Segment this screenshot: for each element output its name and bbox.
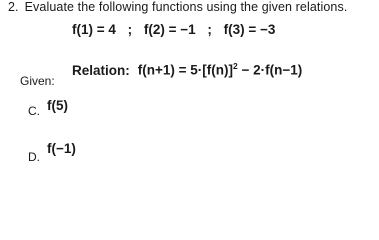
item-c-letter: C. [28,104,40,118]
given-value-1: f(1) = 4 [72,22,116,37]
given-values [72,22,275,37]
given-value-3: f(3) = −3 [223,22,276,37]
item-c-expression: f(5) [47,98,68,113]
separator: ; [207,22,212,37]
relation-rhs: − 2·f(n−1) [237,62,303,78]
question-text: Evaluate the following functions using the given relations. [24,0,348,14]
item-d-letter: D. [28,150,40,164]
separator: ; [127,22,133,37]
relation-lhs: f(n+1) = 5·[f(n)] [137,62,234,78]
relation-line [72,61,302,78]
item-d-expression: f(−1) [47,141,76,156]
question-line [8,0,347,14]
given-label: Given: [20,74,55,88]
question-number: 2. [8,0,19,14]
relation-label: Relation: [72,62,130,78]
relation-exponent: 2 [233,61,238,71]
given-value-2: f(2) = −1 [143,22,196,37]
